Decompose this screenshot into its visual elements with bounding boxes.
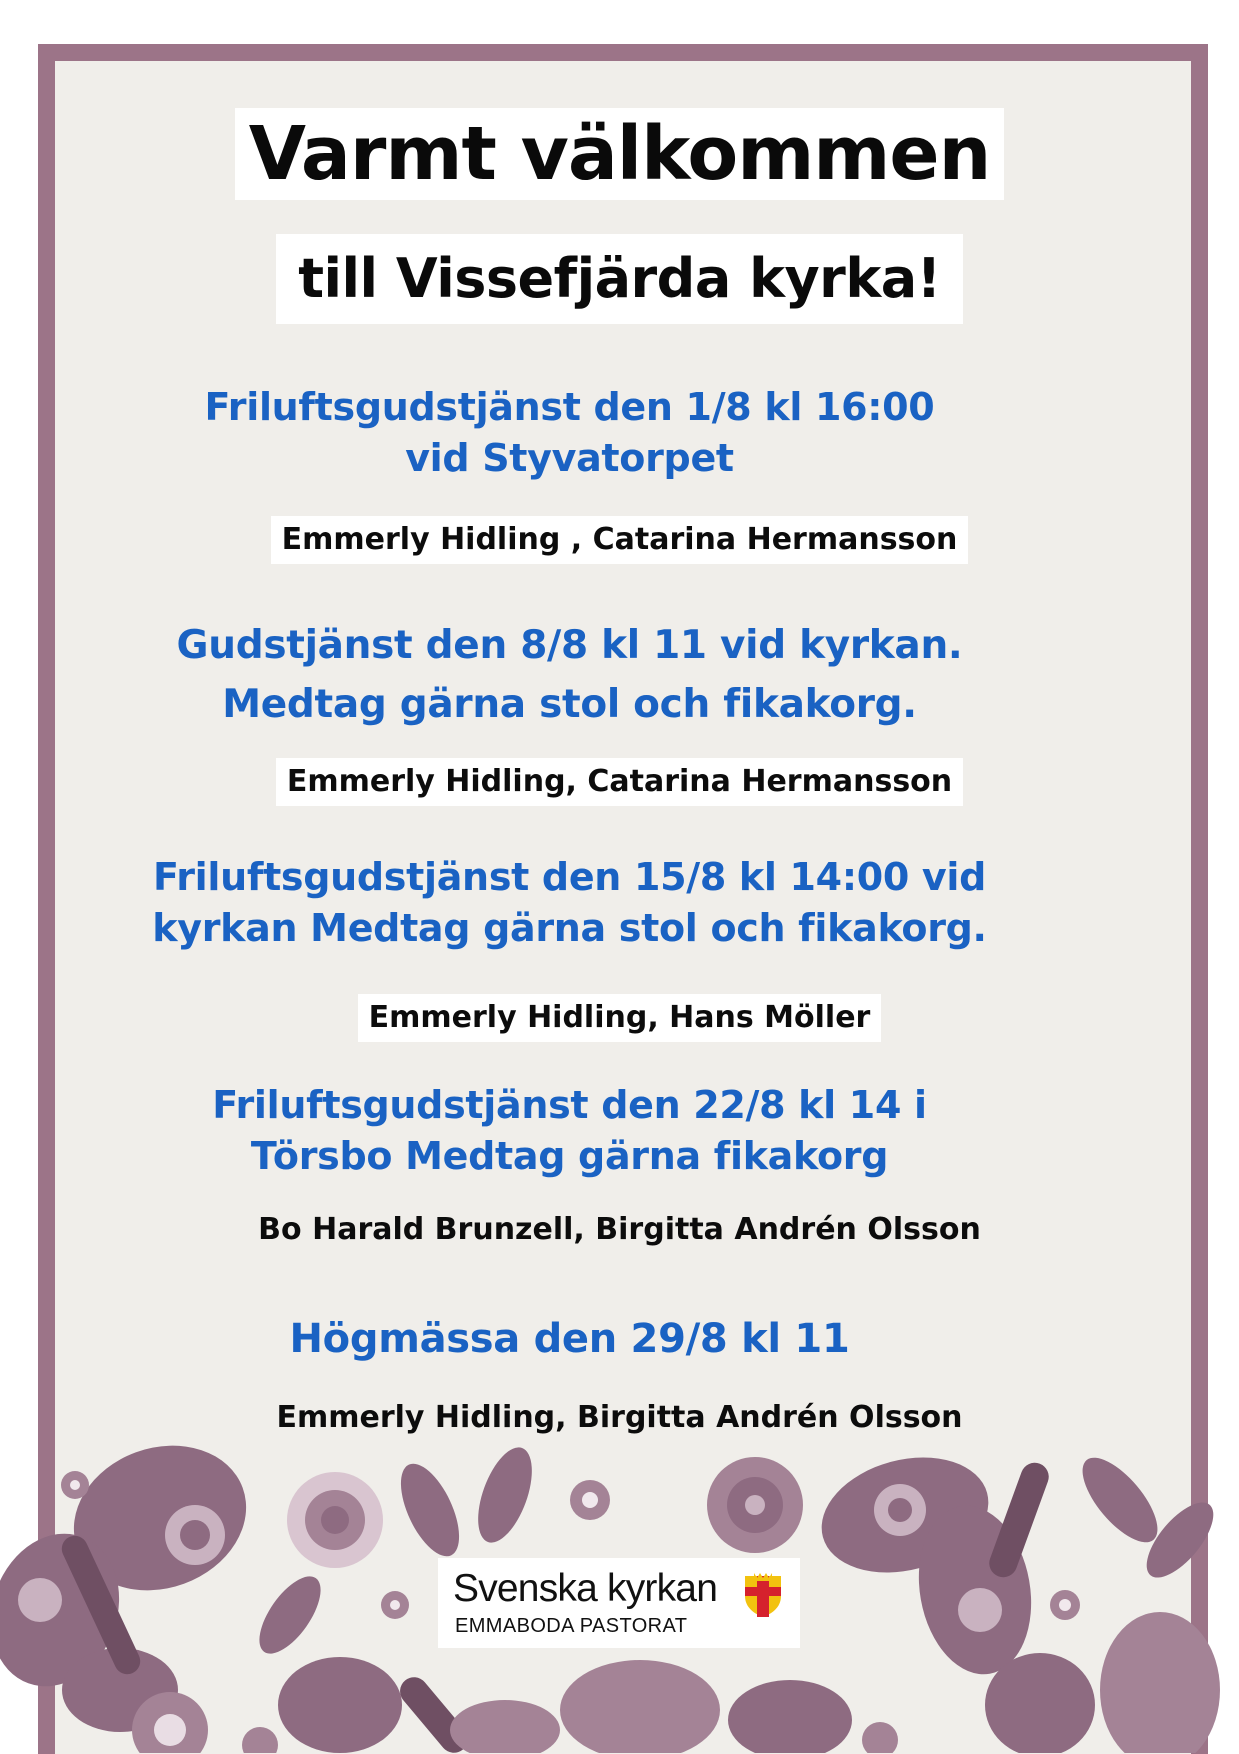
poster-title [0, 108, 1239, 200]
event-people-1 [0, 516, 1239, 564]
event-people-5-text: Emmerly Hidling, Birgitta Andrén Olsson [276, 1400, 963, 1435]
event-title-2: Gudstjänst den 8/8 kl 11 vid kyrkan. Medtag gärna stol och fikakorg. [176, 623, 963, 727]
poster-subtitle [0, 234, 1239, 324]
event-people-3 [0, 994, 1239, 1042]
svenska-kyrkan-logo [438, 1558, 800, 1648]
title-line-1: Varmt välkommen [235, 108, 1005, 200]
event-people-4 [0, 1206, 1239, 1254]
event-people-3-text: Emmerly Hidling, Hans Möller [358, 994, 882, 1042]
event-title-5: Högmässa den 29/8 kl 11 [289, 1316, 850, 1362]
title-line-2: till Vissefjärda kyrka! [276, 234, 963, 324]
event-title-4: Friluftsgudstjänst den 22/8 kl 14 i Törsbo Medtag gärna fikakorg [212, 1083, 927, 1178]
event-people-2 [0, 758, 1239, 806]
event-people-4-text: Bo Harald Brunzell, Birgitta Andrén Olsson [258, 1212, 981, 1247]
event-title-3: Friluftsgudstjänst den 15/8 kl 14:00 vid kyrkan Medtag gärna stol och fikakorg. [152, 855, 987, 950]
event-people-2-text: Emmerly Hidling, Catarina Hermansson [276, 758, 963, 806]
logo-name: Svenska kyrkan [453, 1567, 718, 1610]
event-people-5 [0, 1394, 1239, 1442]
event-people-1-text: Emmerly Hidling , Catarina Hermansson [271, 516, 969, 564]
church-crown-shield-icon [743, 1572, 783, 1618]
event-title-1: Friluftsgudstjänst den 1/8 kl 16:00 vid Styvatorpet [204, 385, 935, 480]
logo-subtitle: EMMABODA PASTORAT [455, 1615, 688, 1637]
